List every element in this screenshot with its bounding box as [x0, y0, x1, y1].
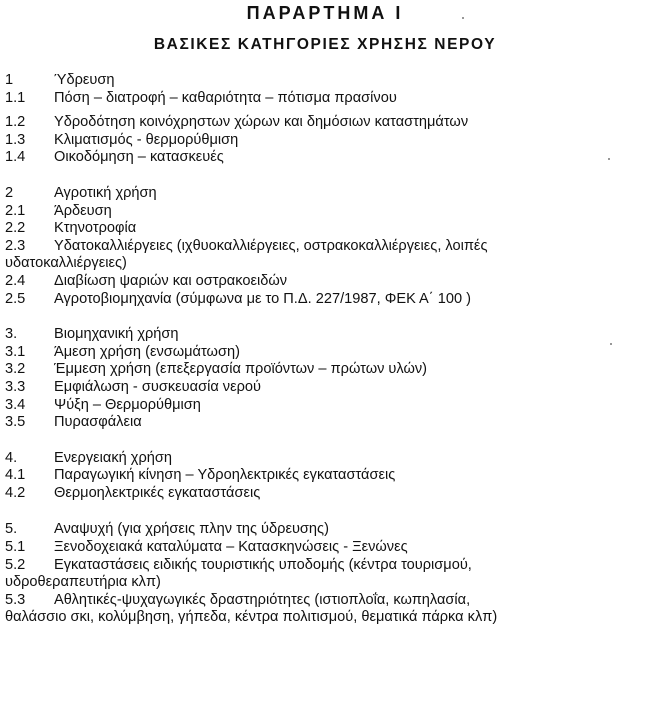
- scan-speck: [608, 158, 610, 160]
- item-number: 2.2: [5, 220, 26, 237]
- list-item: [5, 450, 640, 468]
- list-item: [5, 326, 640, 344]
- item-number: 3.: [5, 326, 18, 343]
- item-number: 3.2: [5, 361, 26, 378]
- item-text: Βιομηχανική χρήση: [54, 326, 179, 343]
- item-number: 4.: [5, 449, 18, 466]
- list-item: [5, 273, 640, 291]
- item-text: Άμεση χρήση (ενσωμάτωση): [54, 343, 240, 360]
- item-number: 5.3: [5, 591, 26, 608]
- section-energy-use: [5, 450, 640, 503]
- item-number: 1.2: [5, 114, 26, 131]
- item-number: 2.5: [5, 290, 26, 307]
- item-text: Υδροδότηση κοινόχρηστων χώρων και δημόσιων καταστημάτων: [54, 114, 469, 131]
- item-text-continuation: υδατοκαλλιέργειες): [5, 255, 127, 272]
- item-text: Οικοδόμηση – κατασκευές: [54, 149, 224, 166]
- list-item: [5, 114, 640, 132]
- list-item: [5, 467, 640, 485]
- item-text: Κλιματισμός - θερμορύθμιση: [54, 131, 239, 148]
- item-number: 3.5: [5, 414, 26, 431]
- section-industrial-use: [5, 326, 640, 432]
- item-number: 4.2: [5, 484, 26, 501]
- section-recreation-use: [5, 521, 640, 627]
- item-number: 3.1: [5, 343, 26, 360]
- list-item: [5, 592, 640, 610]
- item-number: 4.1: [5, 467, 26, 484]
- item-text-continuation: θαλάσσιο σκι, κολύμβηση, γήπεδα, κέντρα πολιτισμού, θεματικά πάρκα κλπ): [5, 609, 498, 626]
- item-number: 1.4: [5, 149, 26, 166]
- item-number: 1.3: [5, 131, 26, 148]
- list-item: [5, 90, 640, 108]
- category-list: [5, 72, 640, 645]
- item-text: Πυρασφάλεια: [54, 414, 142, 431]
- list-item: [5, 397, 640, 415]
- item-number: 5.1: [5, 539, 26, 556]
- item-text: Ψύξη – Θερμορύθμιση: [54, 396, 201, 413]
- item-number: 2.3: [5, 237, 26, 254]
- item-text: Παραγωγική κίνηση – Υδροηλεκτρικές εγκαταστάσεις: [54, 467, 396, 484]
- item-text: Υδατοκαλλιέργειες (ιχθυοκαλλιέργειες, οστρακοκαλλιέργειες, λοιπές: [54, 237, 488, 254]
- list-item: [5, 485, 640, 503]
- item-text: Θερμοηλεκτρικές εγκαταστάσεις: [54, 484, 261, 501]
- list-item: [5, 149, 640, 167]
- list-item: [5, 132, 640, 150]
- item-number: 5.2: [5, 556, 26, 573]
- list-item: [5, 185, 640, 203]
- section-agricultural-use: [5, 185, 640, 308]
- item-text: Ξενοδοχειακά καταλύματα – Κατασκηνώσεις - Ξενώνες: [54, 539, 408, 556]
- item-text: Έμμεση χρήση (επεξεργασία προϊόντων – πρώτων υλών): [54, 361, 428, 378]
- item-number: 2.4: [5, 272, 26, 289]
- item-text: Ύδρευση: [54, 72, 115, 88]
- item-text: Πόση – διατροφή – καθαριότητα – πότισμα πρασίνου: [54, 89, 397, 106]
- item-text: Εμφιάλωση - συσκευασία νερού: [54, 378, 262, 395]
- list-item: [5, 220, 640, 238]
- item-number: 1.1: [5, 89, 26, 106]
- item-number: 2.1: [5, 202, 26, 219]
- list-item: [5, 344, 640, 362]
- item-text: Αναψυχή (για χρήσεις πλην της ύδρευσης): [54, 521, 329, 538]
- list-item: [5, 72, 640, 90]
- list-item: [5, 361, 640, 379]
- item-text: Κτηνοτροφία: [54, 220, 137, 237]
- scan-speck: [610, 343, 612, 345]
- section-water-supply: [5, 72, 640, 167]
- list-item: [5, 238, 640, 256]
- item-text: Άρδευση: [54, 202, 112, 219]
- item-text-continuation: υδροθεραπευτήρια κλπ): [5, 574, 161, 591]
- list-item: [5, 414, 640, 432]
- page-title: ΠΑΡΑΡΤΗΜΑ Ι: [246, 3, 404, 23]
- page-subtitle: ΒΑΣΙΚΕΣ ΚΑΤΗΓΟΡΙΕΣ ΧΡΗΣΗΣ ΝΕΡΟΥ: [153, 36, 497, 53]
- scan-speck: [462, 17, 464, 19]
- item-number: 3.4: [5, 396, 26, 413]
- item-number: 1: [5, 72, 14, 88]
- list-item: [5, 203, 640, 221]
- item-text: Αγροτοβιομηχανία (σύμφωνα με το Π.Δ. 227/1987, ΦΕΚ Α΄ 100 ): [54, 290, 471, 307]
- item-text: Ενεργειακή χρήση: [54, 449, 172, 466]
- item-text: Αθλητικές-ψυχαγωγικές δραστηριότητες (ιστιοπλοΐα, κωπηλασία,: [54, 591, 471, 608]
- list-item: [5, 557, 640, 575]
- list-item: [5, 521, 640, 539]
- item-text: Αγροτική χρήση: [54, 184, 157, 201]
- list-item: [5, 291, 640, 309]
- list-item: [5, 379, 640, 397]
- item-number: 5.: [5, 521, 18, 538]
- item-text: Εγκαταστάσεις ειδικής τουριστικής υποδομής (κέντρα τουρισμού,: [54, 556, 472, 573]
- item-text: Διαβίωση ψαριών και οστρακοειδών: [54, 272, 288, 289]
- item-number: 3.3: [5, 378, 26, 395]
- list-item: [5, 539, 640, 557]
- item-number: 2: [5, 184, 14, 201]
